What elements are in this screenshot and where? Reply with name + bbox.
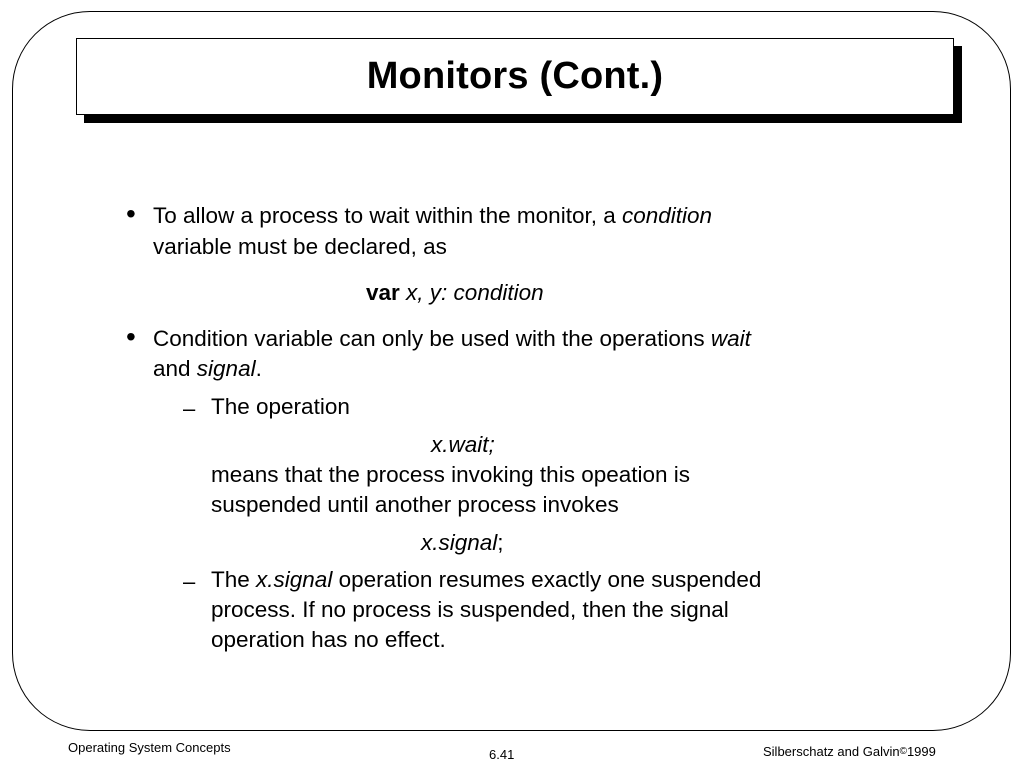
bullet-1-line-2: variable must be declared, as xyxy=(153,234,447,259)
sub-2-post: operation resumes exactly one suspended xyxy=(332,567,762,592)
bullet-icon: • xyxy=(126,321,136,352)
bullet-2-and: and xyxy=(153,356,197,381)
sub-1-text: The operation xyxy=(211,394,350,419)
bullet-1-line-1 xyxy=(153,205,712,228)
bullet-2-emphasis: wait xyxy=(710,326,751,351)
footer-left: Operating System Concepts xyxy=(68,740,231,755)
code-signal-semicolon: ; xyxy=(497,530,504,555)
bullet-icon: • xyxy=(126,198,136,229)
sub-1-desc-2: suspended until another process invokes xyxy=(211,492,619,517)
sub-2-line-3: operation has no effect. xyxy=(211,627,446,652)
bullet-2-text: Condition variable can only be used with the operations xyxy=(153,326,711,351)
bullet-2-signal: signal xyxy=(196,356,256,381)
code-declaration xyxy=(366,282,544,305)
sub-2-em: x.signal xyxy=(256,567,333,592)
sub-2-pre: The xyxy=(211,567,257,592)
dash-icon: – xyxy=(183,396,196,421)
bullet-2-line-2 xyxy=(153,358,262,381)
sub-2-line-2: process. If no process is suspended, then the signal xyxy=(211,597,729,622)
code-keyword: var xyxy=(366,280,400,305)
dash-icon: – xyxy=(183,569,196,594)
footer-year: 1999 xyxy=(906,744,936,759)
title-box xyxy=(76,38,954,115)
footer-right xyxy=(763,744,936,759)
code-signal xyxy=(421,532,504,555)
copyright-icon: © xyxy=(899,746,907,757)
code-rest: x, y: condition xyxy=(399,280,544,305)
bullet-1-text: To allow a process to wait within the monitor, a xyxy=(153,203,622,228)
code-wait: x.wait; xyxy=(431,432,495,457)
code-signal-em: x.signal xyxy=(421,530,498,555)
bullet-1-emphasis: condition xyxy=(621,203,713,228)
slide-title: Monitors (Cont.) xyxy=(366,55,664,97)
page-number: 6.41 xyxy=(489,747,515,762)
sub-1-desc-1: means that the process invoking this opeation is xyxy=(211,462,691,487)
sub-2-line-1 xyxy=(211,569,761,592)
bullet-2-line-1 xyxy=(153,328,751,351)
bullet-2-period: . xyxy=(255,356,262,381)
footer-authors: Silberschatz and Galvin xyxy=(763,744,900,759)
